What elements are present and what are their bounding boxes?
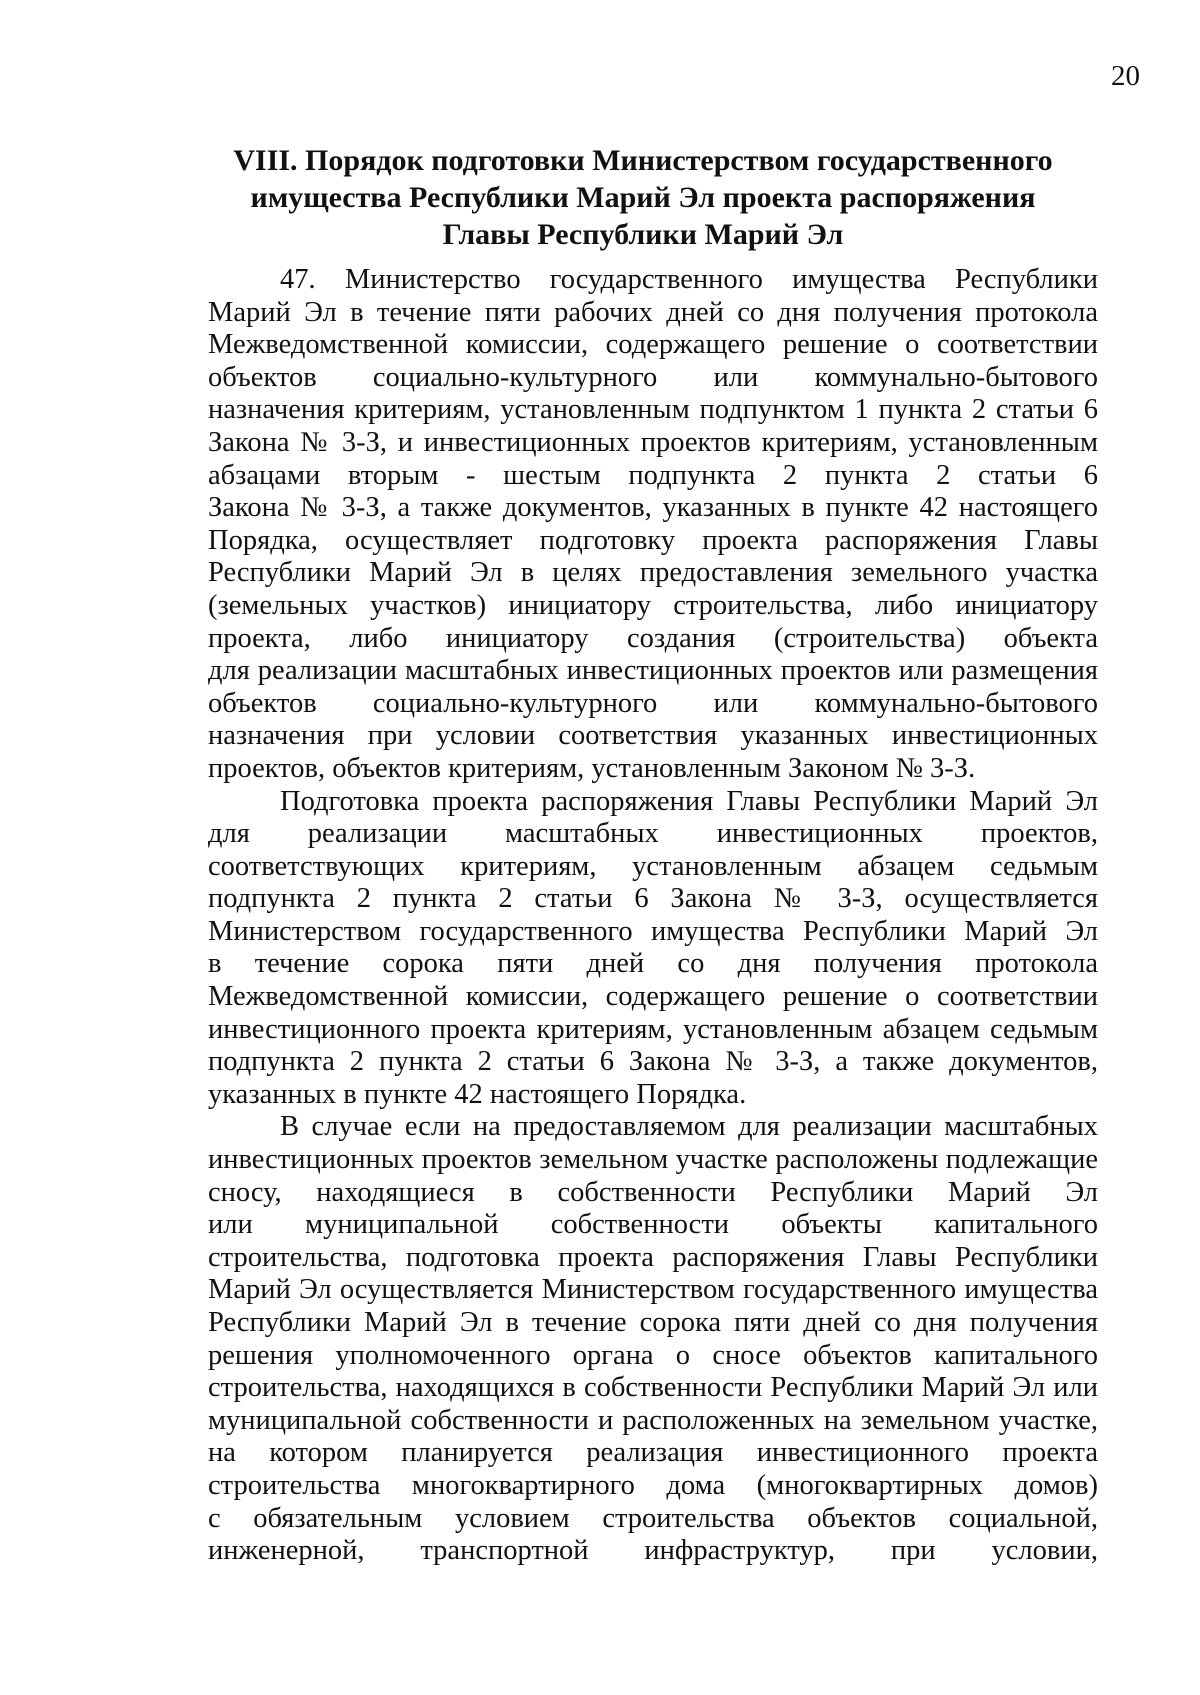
text-line: Межведомственной комиссии, содержащего решение о соответствии bbox=[208, 329, 1098, 361]
text-line: Порядка, осуществляет подготовку проекта распоряжения Главы bbox=[208, 524, 1098, 556]
text-line: 47. Министерство государственного имущества Республики bbox=[280, 264, 1098, 295]
text-line: (земельных участков) инициатору строительства, либо инициатору bbox=[208, 589, 1098, 621]
text-line: Подготовка проекта распоряжения Главы Республики Марий Эл bbox=[280, 785, 1098, 817]
text-line: Министерством государственного имущества Республики Марий Эл bbox=[208, 915, 1098, 947]
document-body bbox=[208, 264, 1098, 1568]
text-line: строительства, подготовка проекта распоряжения Главы Республики bbox=[208, 1241, 1098, 1273]
paragraph-47 bbox=[208, 264, 1098, 786]
text-line: строительства многоквартирного дома (многоквартирных домов) bbox=[208, 1469, 1098, 1501]
text-line: сносу, находящиеся в собственности Республики Марий Эл bbox=[208, 1176, 1098, 1208]
text-line: подпункта 2 пункта 2 статьи 6 Закона № 3-З, осуществляется bbox=[208, 883, 1098, 915]
section-heading-line: Главы Республики Марий Эл bbox=[442, 218, 844, 251]
text-line: для реализации масштабных инвестиционных проектов или размещения bbox=[208, 655, 1098, 687]
text-line: строительства, находящихся в собственности Республики Марий Эл или bbox=[208, 1372, 1098, 1404]
paragraph-preparation bbox=[208, 786, 1098, 1112]
text-line: муниципальной собственности и расположенных на земельном участке, bbox=[208, 1404, 1098, 1436]
text-line: объектов социально-культурного или коммунально-бытового bbox=[208, 687, 1098, 719]
text-line: Марий Эл в течение пяти рабочих дней со дня получения протокола bbox=[208, 296, 1098, 328]
text-line: Марий Эл осуществляется Министерством государственного имущества bbox=[208, 1274, 1098, 1306]
text-line: или муниципальной собственности объекты капитального bbox=[208, 1209, 1098, 1241]
text-line: В случае если на предоставляемом для реализации масштабных bbox=[280, 1111, 1098, 1143]
text-line: Республики Марий Эл в течение сорока пяти дней со дня получения bbox=[208, 1307, 1098, 1338]
section-heading-line: имущества Республики Марий Эл проекта распоряжения bbox=[250, 181, 1036, 214]
text-line: инвестиционных проектов земельном участке расположены подлежащие bbox=[208, 1144, 1098, 1176]
text-line: абзацами вторым - шестым подпункта 2 пункта 2 статьи 6 bbox=[208, 459, 1098, 491]
text-line: назначения при условии соответствия указанных инвестиционных bbox=[208, 720, 1098, 752]
text-line: с обязательным условием строительства объектов социальной, bbox=[208, 1502, 1098, 1534]
page-number: 20 bbox=[1111, 60, 1140, 92]
text-line: решения уполномоченного органа о сносе объектов капитального bbox=[208, 1339, 1098, 1371]
text-line: Республики Марий Эл в целях предоставления земельного участка bbox=[208, 557, 1098, 589]
text-line: проекта, либо инициатору создания (строительства) объекта bbox=[208, 622, 1098, 654]
text-line: подпункта 2 пункта 2 статьи 6 Закона № 3-З, а также документов, bbox=[208, 1046, 1098, 1078]
text-line: соответствующих критериям, установленным абзацем седьмым bbox=[208, 850, 1098, 882]
text-line: в течение сорока пяти дней со дня получения протокола bbox=[208, 948, 1098, 980]
text-line: указанных в пункте 42 настоящего Порядка. bbox=[208, 1078, 747, 1110]
section-heading bbox=[198, 142, 1088, 253]
text-line: Закона № 3-З, а также документов, указанных в пункте 42 настоящего bbox=[208, 492, 1098, 524]
text-line: инженерной, транспортной инфраструктур, при условии, bbox=[208, 1535, 1098, 1567]
text-line: назначения критериям, установленным подпунктом 1 пункта 2 статьи 6 bbox=[208, 394, 1098, 426]
text-line: на котором планируется реализация инвестиционного проекта bbox=[208, 1437, 1098, 1469]
text-line: для реализации масштабных инвестиционных проектов, bbox=[208, 818, 1098, 850]
paragraph-demolition bbox=[208, 1111, 1098, 1567]
text-line: Межведомственной комиссии, содержащего решение о соответствии bbox=[208, 981, 1098, 1013]
text-line: Закона № 3-З, и инвестиционных проектов критериям, установленным bbox=[208, 426, 1098, 458]
text-line: объектов социально-культурного или коммунально-бытового bbox=[208, 361, 1098, 393]
text-line: проектов, объектов критериям, установленным Законом № 3-З. bbox=[208, 752, 976, 784]
section-heading-line: VIII. Порядок подготовки Министерством государственного bbox=[233, 144, 1053, 177]
text-line: инвестиционного проекта критериям, установленным абзацем седьмым bbox=[208, 1013, 1098, 1045]
